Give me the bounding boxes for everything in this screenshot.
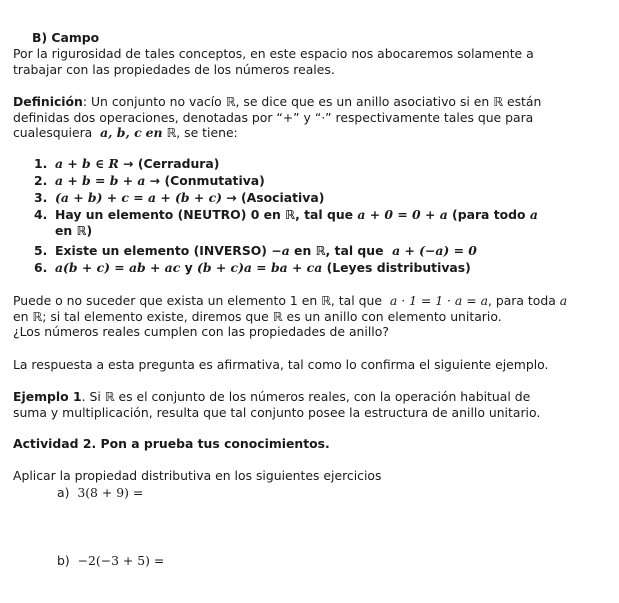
property-6: 6. a(b + c) = ab + ac y (b + c)a = ba + ca (Leyes distributivas)	[34, 260, 471, 275]
activity-instruction: Aplicar la propiedad distributiva en los siguientes ejercicios	[13, 468, 382, 483]
intro-paragraph	[13, 46, 563, 77]
exercise-b-expression: −2(−3 + 5) =	[77, 553, 165, 568]
arrow-right-icon: →	[226, 190, 237, 205]
example-label: Ejemplo 1	[13, 389, 82, 404]
intro-line-1: Por la rigurosidad de tales conceptos, en este espacio nos abocaremos solamente a	[13, 46, 534, 61]
definition-label: Definición	[13, 94, 83, 109]
unit-paragraph	[13, 293, 573, 340]
exercise-b	[57, 553, 164, 569]
property-4: 4. Hay un elemento (NEUTRO) 0 en ℝ, tal que a + 0 = 0 + a (para todo a en ℝ)	[34, 207, 538, 238]
definition-line-1: Definición: Un conjunto no vacío ℝ, se dice que es un anillo asociativo si en ℝ están	[13, 94, 542, 109]
property-1: 1. a + b ∈ R → (Cerradura)	[34, 156, 220, 171]
example-paragraph	[13, 389, 563, 420]
intro-line-2: trabajar con las propiedades de los números reales.	[13, 61, 335, 77]
exercise-a	[57, 485, 143, 501]
activity-title: Actividad 2. Pon a prueba tus conocimientos.	[13, 436, 330, 451]
property-2: 2. a + b = b + a → (Conmutativa)	[34, 173, 265, 188]
example-line-1: Ejemplo 1. Si ℝ es el conjunto de los números reales, con la operación habitual de	[13, 389, 531, 404]
property-3: 3. (a + b) + c = a + (b + c) → (Asociativa)	[34, 190, 325, 205]
property-5: 5. Existe un elemento (INVERSO) −a en ℝ, tal que a + (−a) = 0	[34, 243, 477, 258]
exercise-b-label: b)	[57, 553, 70, 568]
definition-line-2: definidas dos operaciones, denotadas por “+” y “·” respectivamente tales que para	[13, 109, 534, 125]
exercise-a-label: a)	[57, 485, 70, 500]
arrow-right-icon: →	[123, 156, 134, 171]
unit-line-3: ¿Los números reales cumplen con las propiedades de anillo?	[13, 324, 389, 339]
definition-paragraph	[13, 94, 563, 141]
arrow-right-icon: →	[149, 173, 161, 188]
section-title: B) Campo	[32, 30, 100, 45]
unit-line-1: Puede o no suceder que exista un elemento 1 en ℝ, tal que a · 1 = 1 · a = a, para toda a	[13, 293, 568, 308]
example-line-2: suma y multiplicación, resulta que tal conjunto posee la estructura de anillo unitario.	[13, 404, 541, 420]
unit-line-2: en ℝ; si tal elemento existe, diremos que ℝ es un anillo con elemento unitario.	[13, 308, 502, 324]
definition-vars: a, b, c	[100, 125, 142, 140]
exercise-a-expression: 3(8 + 9) =	[77, 485, 144, 500]
answer-paragraph: La respuesta a esta pregunta es afirmativa, tal como lo confirma el siguiente ejemplo.	[13, 357, 549, 372]
definition-line-3: cualesquiera a, b, c en ℝ, se tiene:	[13, 125, 238, 140]
